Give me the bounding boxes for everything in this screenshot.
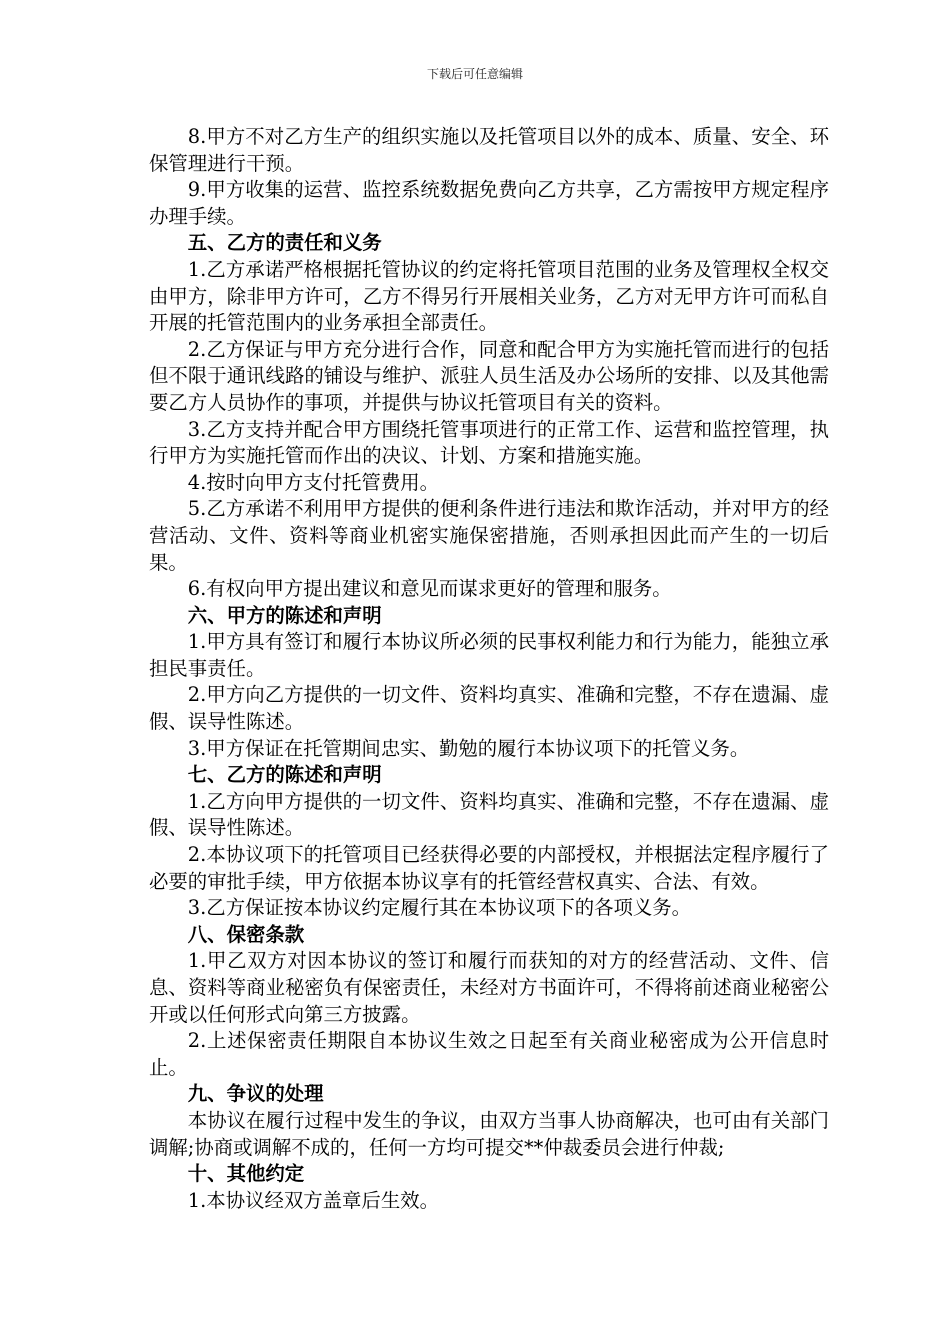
section-9-heading: 九、争议的处理 <box>187 1082 324 1106</box>
section-5-heading: 五、乙方的责任和义务 <box>187 231 382 255</box>
section-10-heading: 十、其他约定 <box>187 1162 305 1186</box>
clause-8-2: 2.上述保密责任期限自本协议生效之日起至有关商业秘密成为公开信息时止。 <box>149 1029 829 1079</box>
clause-5-3: 3.乙方支持并配合甲方围绕托管事项进行的正常工作、运营和监控管理，执行甲方为实施托管而作出的决议、计划、方案和措施实施。 <box>149 417 829 468</box>
clause-10-1: 1.本协议经双方盖章后生效。 <box>187 1188 439 1212</box>
clause-5-2: 2.乙方保证与甲方充分进行合作，同意和配合甲方为实施托管而进行的包括但不限于通讯线路的铺设与维护、派驻人员生活及办公场所的安排、以及其他需要乙方人员协作的事项，并提供与协议托管项目有关的资料。 <box>149 337 829 414</box>
clause-5-6: 6.有权向甲方提出建议和意见而谋求更好的管理和服务。 <box>187 577 672 601</box>
clause-6-2: 2.甲方向乙方提供的一切文件、资料均真实、准确和完整，不存在遗漏、虚假、误导性陈述。 <box>149 683 829 734</box>
clause-7-2: 2.本协议项下的托管项目已经获得必要的内部授权，并根据法定程序履行了必要的审批手续，甲方依据本协议享有的托管经营权真实、合法、有效。 <box>149 843 829 893</box>
clause-5-1: 1.乙方承诺严格根据托管协议的约定将托管项目范围的业务及管理权全权交由甲方，除非甲方许可，乙方不得另行开展相关业务，乙方对无甲方许可而私自开展的托管范围内的业务承担全部责任。 <box>149 257 829 335</box>
clause-5-5: 5.乙方承诺不利用甲方提供的便利条件进行违法和欺诈活动，并对甲方的经营活动、文件、资料等商业机密实施保密措施，否则承担因此而产生的一切后果。 <box>149 497 829 574</box>
clause-4-8: 8.甲方不对乙方生产的组织实施以及托管项目以外的成本、质量、安全、环保管理进行干预。 <box>149 125 829 175</box>
section-6-heading: 六、甲方的陈述和声明 <box>187 603 382 627</box>
document-body <box>149 124 829 1214</box>
section-7-heading: 七、乙方的陈述和声明 <box>187 763 382 787</box>
clause-5-4: 4.按时向甲方支付托管费用。 <box>187 470 439 494</box>
section-8-heading: 八、保密条款 <box>187 922 305 946</box>
clause-6-1: 1.甲方具有签订和履行本协议所必须的民事权利能力和行为能力，能独立承担民事责任。 <box>149 630 829 680</box>
clause-9-1: 本协议在履行过程中发生的争议，由双方当事人协商解决，也可由有关部门调解;协商或调解不成的，任何一方均可提交**仲裁委员会进行仲裁; <box>149 1108 829 1159</box>
clause-8-1: 1.甲乙双方对因本协议的签订和履行而获知的对方的经营活动、文件、信息、资料等商业秘密负有保密责任，未经对方书面许可，不得将前述商业秘密公开或以任何形式向第三方披露。 <box>149 949 829 1026</box>
clause-4-9: 9.甲方收集的运营、监控系统数据免费向乙方共享，乙方需按甲方规定程序办理手续。 <box>149 178 829 228</box>
clause-6-3: 3.甲方保证在托管期间忠实、勤勉的履行本协议项下的托管义务。 <box>187 736 750 760</box>
clause-7-3: 3.乙方保证按本协议约定履行其在本协议项下的各项义务。 <box>187 896 692 920</box>
clause-7-1: 1.乙方向甲方提供的一切文件、资料均真实、准确和完整，不存在遗漏、虚假、误导性陈述。 <box>149 789 829 840</box>
header-note: 下载后可任意编辑 <box>426 67 523 81</box>
